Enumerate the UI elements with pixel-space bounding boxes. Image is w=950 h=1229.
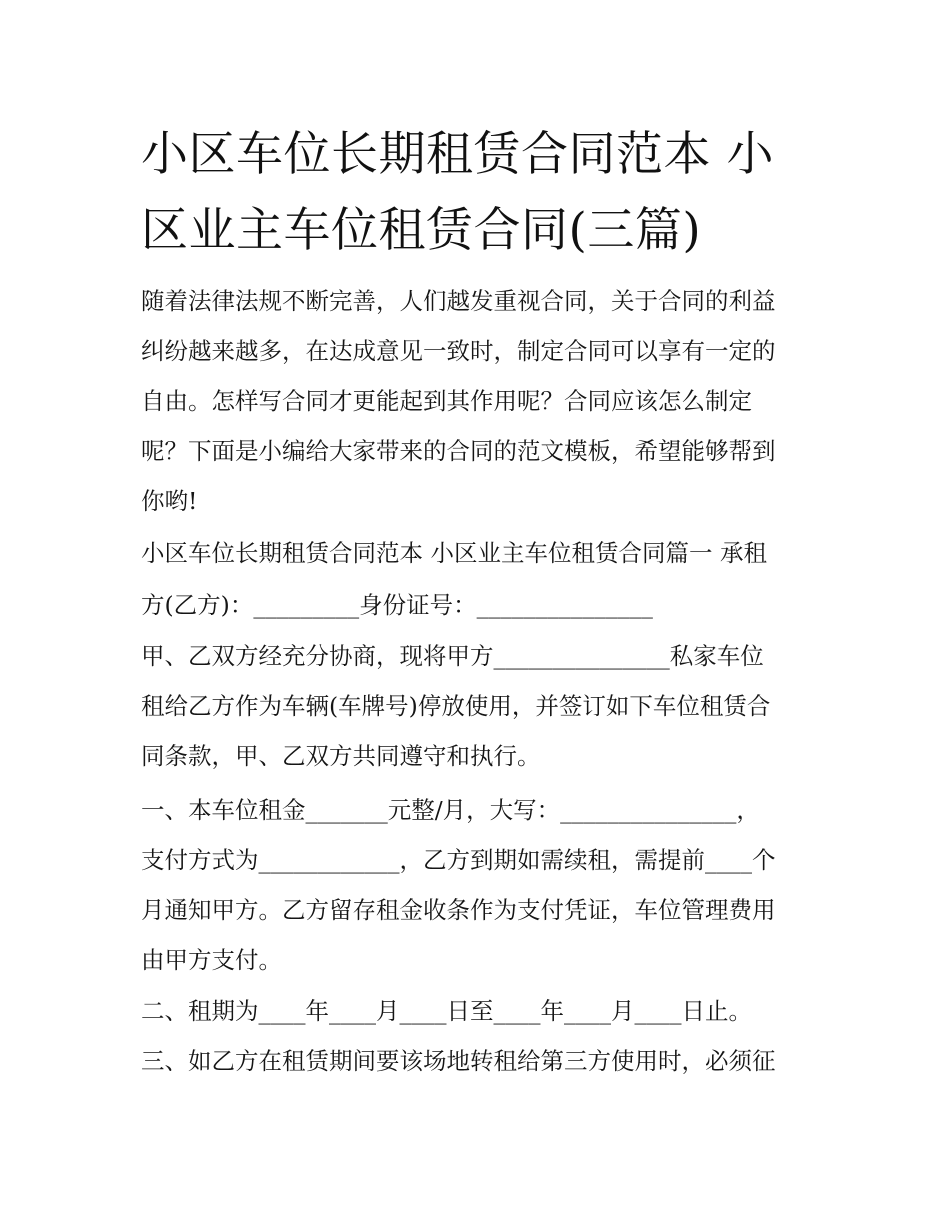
clause-2-line: 二、租期为____年____月____日至____年____月____日止。 (141, 997, 752, 1025)
clause-1-line: 一、本车位租金_______元整/月，大写：_______________， (141, 796, 760, 824)
clause-1-line: 月通知甲方。乙方留存租金收条作为支付凭证，车位管理费用 (141, 896, 776, 924)
clause-1-line: 支付方式为____________，乙方到期如需续租，需提前____个 (141, 846, 776, 874)
clause-3-line: 三、如乙方在租赁期间要该场地转租给第三方使用时，必须征 (141, 1047, 776, 1075)
intro-line: 纠纷越来越多，在达成意见一致时，制定合同可以享有一定的 (141, 337, 776, 365)
lessee-id-line: 方(乙方)：_________身份证号：_______________ (141, 591, 653, 619)
section-heading-line: 小区车位长期租赁合同范本 小区业主车位租赁合同篇一 承租 (141, 539, 767, 567)
agreement-line: 甲、乙双方经充分协商，现将甲方_______________私家车位 (141, 642, 764, 670)
agreement-line: 租给乙方作为车辆(车牌号)停放使用，并签订如下车位租赁合 (141, 692, 771, 720)
intro-line: 呢？下面是小编给大家带来的合同的范文模板，希望能够帮到 (141, 437, 776, 465)
intro-line: 你哟! (141, 487, 198, 515)
document-title: 小区车位长期租赁合同范本 小区业主车位租赁合同(三篇) (141, 127, 774, 258)
clause-1-line: 由甲方支付。 (141, 946, 282, 974)
agreement-line: 同条款，甲、乙双方共同遵守和执行。 (141, 742, 541, 770)
intro-line: 自由。怎样写合同才更能起到其作用呢？合同应该怎么制定 (141, 387, 752, 415)
intro-line: 随着法律法规不断完善，人们越发重视合同，关于合同的利益 (141, 287, 776, 315)
